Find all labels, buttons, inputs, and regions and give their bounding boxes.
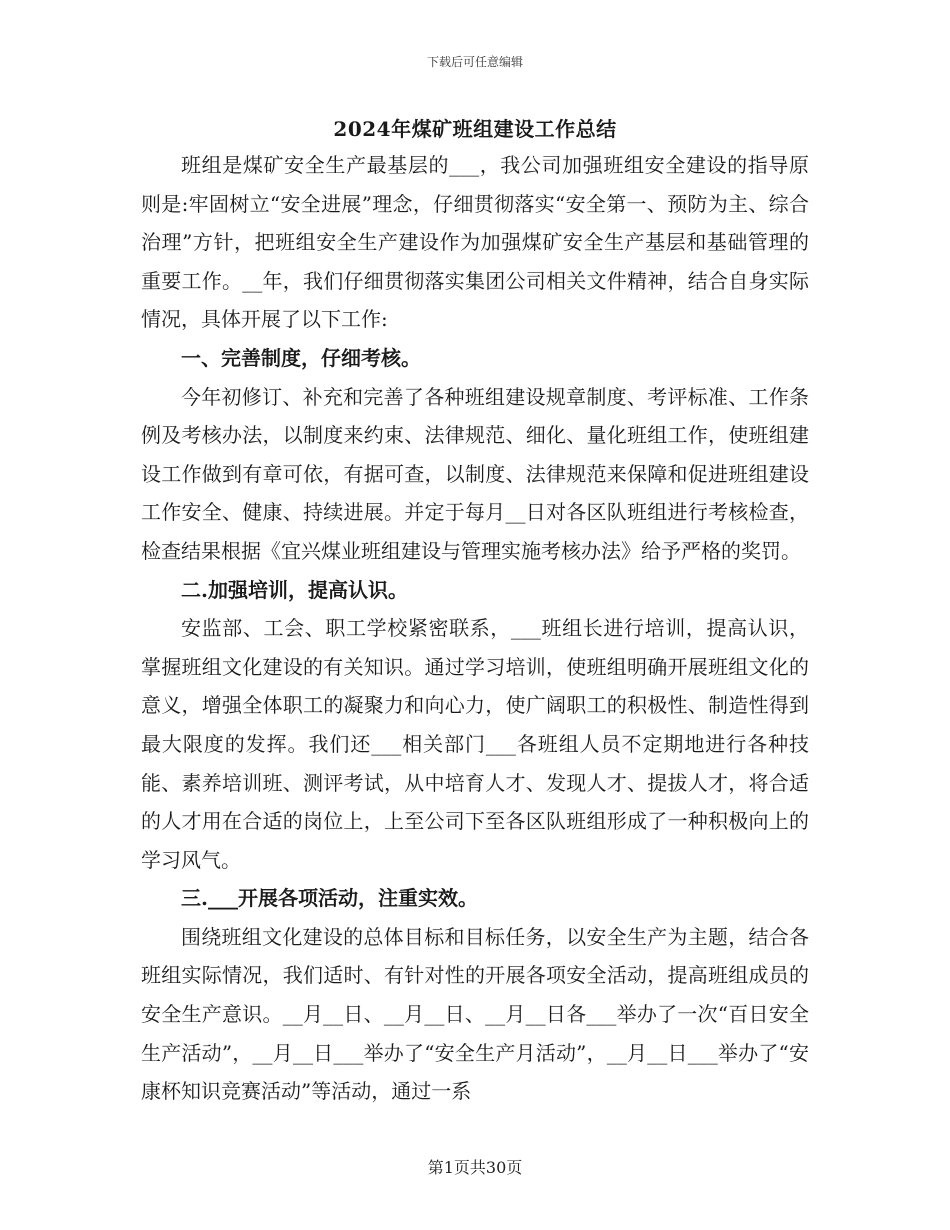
- section-paragraph-1: 今年初修订、补充和完善了各种班组建设规章制度、考评标准、工作条例及考核办法，以制度来约束、法律规范、细化、量化班组工作，使班组建设工作做到有章可依，有据可查，以制度、法律规范来保障和促进班组建设工作安全、健康、持续进展。并定于每月__日对各区队班组进行考核检查，检查结果根据《宜兴煤业班组建设与管理实施考核办法》给予严格的奖罚。: [141, 384, 809, 563]
- document-body: [141, 146, 809, 1111]
- section-heading-1: 一、完善制度，仔细考核。: [181, 345, 421, 370]
- header-note: 下载后可任意编辑: [426, 55, 523, 69]
- section-paragraph-3: 围绕班组文化建设的总体目标和目标任务，以安全生产为主题，结合各班组实际情况，我们适时、有针对性的开展各项安全活动，提高班组成员的安全生产意识。__月__日、__月__日、__月__日各___举办了一次“百日安全生产活动”，__月__日___举办了“安全生产月活动”，__月__日___举办了“安康杯知识竞赛活动”等活动，通过一系: [141, 924, 809, 1104]
- section-paragraph-2: 安监部、工会、职工学校紧密联系，___班组长进行培训，提高认识，掌握班组文化建设的有关知识。通过学习培训，使班组明确开展班组文化的意义，增强全体职工的凝聚力和向心力，使广阔职工的积极性、制造性得到最大限度的发挥。我们还___相关部门___各班组人员不定期地进行各种技能、素养培训班、测评考试，从中培育人才、发现人才、提拔人才，将合适的人才用在合适的岗位上，上至公司下至各区队班组形成了一种积极向上的学习风气。: [141, 616, 809, 872]
- document-title: 2024年煤矿班组建设工作总结: [333, 117, 617, 141]
- page-number: 第1页共30页: [427, 1158, 523, 1177]
- section-heading-3: 三.___开展各项活动，注重实效。: [181, 886, 478, 911]
- section-heading-2: 二.加强培训，提高认识。: [181, 577, 408, 602]
- intro-paragraph: 班组是煤矿安全生产最基层的___，我公司加强班组安全建设的指导原则是:牢固树立“安全进展”理念，仔细贯彻落实“安全第一、预防为主、综合治理”方针，把班组安全生产建设作为加强煤矿安全生产基层和基础管理的重要工作。__年，我们仔细贯彻落实集团公司相关文件精神，结合自身实际情况，具体开展了以下工作:: [141, 153, 809, 332]
